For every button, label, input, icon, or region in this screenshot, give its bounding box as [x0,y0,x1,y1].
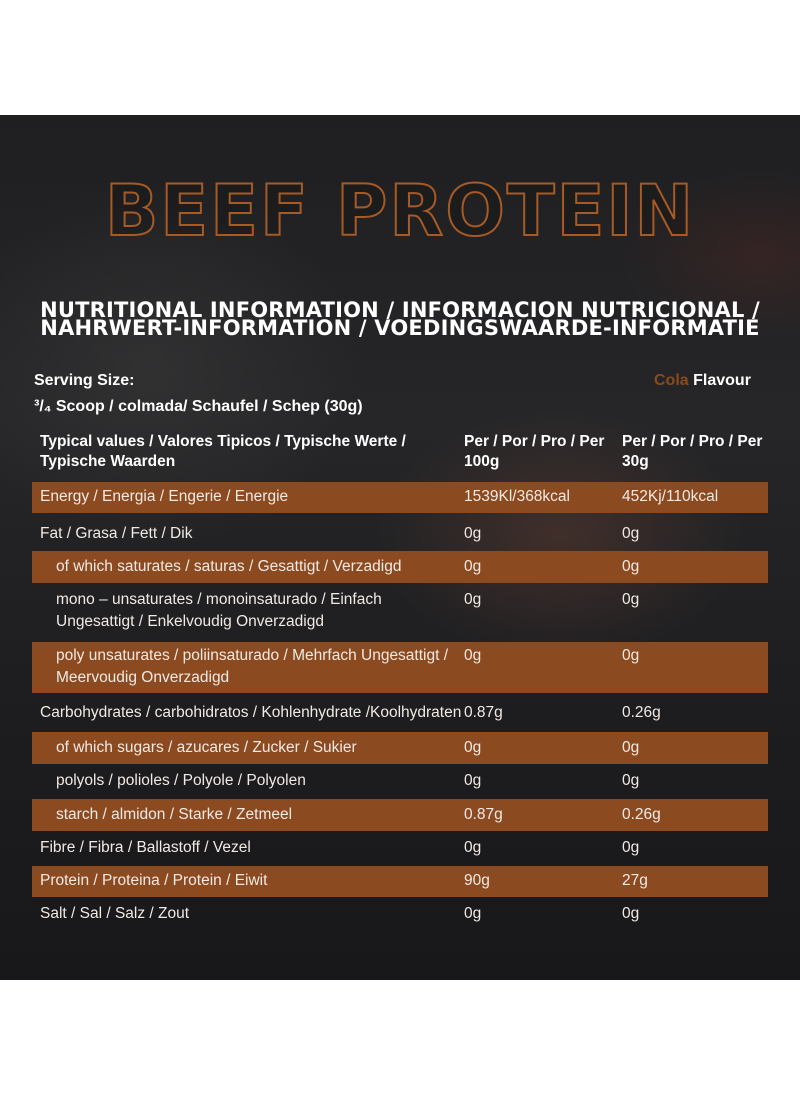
header-per-100g [464,432,614,472]
table-row-mono-unsaturates [32,587,768,637]
headline-line-2: NAHRWERT-INFORMATION / VOEDINGSWAARDE-INFORMATIE [40,316,760,340]
table-row-saturates [32,551,768,583]
header-typical-line1: Typical values / Valores Tipicos / Typische Werte / [40,433,406,450]
row-per100: 0g [464,739,482,756]
table-row-poly-unsaturates [32,642,768,693]
table-row-starch [32,799,768,831]
row-per100: 0g [464,591,482,608]
table-row-energy [32,482,768,513]
row-name: Salt / Sal / Salz / Zout [40,905,190,922]
row-name: starch / almidon / Starke / Zetmeel [56,806,293,823]
row-per30: 0g [622,839,640,856]
row-name: Fat / Grasa / Fett / Dik [40,525,193,542]
nutrition-panel [0,115,800,980]
brand-title: BEEF PROTEIN [104,170,696,252]
table-row-sugars [32,732,768,764]
flavour-name: Cola [654,372,689,389]
row-per100: 0g [464,772,482,789]
header-per100-line2: 100g [464,453,500,470]
row-per100: 0.87g [464,806,503,823]
header-typical-line2: Typische Waarden [40,453,176,470]
row-per100: 0g [464,905,482,922]
row-per30: 0g [622,525,640,542]
serving-size-label: Serving Size: [34,372,135,389]
header-per100-line1: Per / Por / Pro / Per [464,433,605,450]
table-row-salt [32,899,768,931]
table-row-carbohydrates [32,698,768,730]
header-per-30g [622,432,772,472]
row-per30: 0.26g [622,806,661,823]
flavour-word: Flavour [693,372,751,389]
row-per30: 0g [622,739,640,756]
header-typical-values [40,432,440,472]
row-name: of which sugars / azucares / Zucker / Sukier [56,739,357,756]
header-per30-line2: 30g [622,453,649,470]
row-per30: 0g [622,591,640,608]
row-name: Energy / Energia / Engerie / Energie [40,488,289,505]
row-name: of which saturates / saturas / Gesattigt / Verzadigd [56,558,402,575]
row-per30: 0g [622,772,640,789]
row-per30: 0.26g [622,704,661,721]
row-name-continued: Ungesattigt / Enkelvoudig Onverzadigd [56,613,324,630]
row-name: Fibre / Fibra / Ballastoff / Vezel [40,839,251,856]
row-per100: 0.87g [464,704,503,721]
headline-line-1: NUTRITIONAL INFORMATION / INFORMACION NUTRICIONAL / [40,298,760,322]
row-name-continued: Meervoudig Onverzadigd [56,669,230,686]
header-per30-line1: Per / Por / Pro / Per [622,433,763,450]
row-per30: 27g [622,872,648,889]
row-per100: 0g [464,525,482,542]
row-name: Protein / Proteina / Protein / Eiwit [40,872,268,889]
row-name: polyols / polioles / Polyole / Polyolen [56,772,306,789]
flavour-label [654,372,751,390]
row-per100: 1539Kl/368kcal [464,488,570,505]
row-per30: 452Kj/110kcal [622,488,719,505]
serving-size-value: ³/₄ Scoop / colmada/ Schaufel / Schep (30g) [34,398,363,415]
row-name: Carbohydrates / carbohidratos / Kohlenhydrate /Koolhydraten [40,704,462,721]
row-per100: 0g [464,558,482,575]
row-per30: 0g [622,905,640,922]
row-per100: 0g [464,647,482,664]
table-row-polyols [32,766,768,798]
table-row-protein [32,866,768,897]
table-row-fat [32,519,768,549]
row-name: poly unsaturates / poliinsaturado / Mehrfach Ungesattigt / [56,647,449,664]
row-per30: 0g [622,558,640,575]
row-name: mono – unsaturates / monoinsaturado / Einfach [56,591,382,608]
row-per30: 0g [622,647,640,664]
row-per100: 0g [464,839,482,856]
table-row-fibre [32,833,768,865]
row-per100: 90g [464,872,490,889]
